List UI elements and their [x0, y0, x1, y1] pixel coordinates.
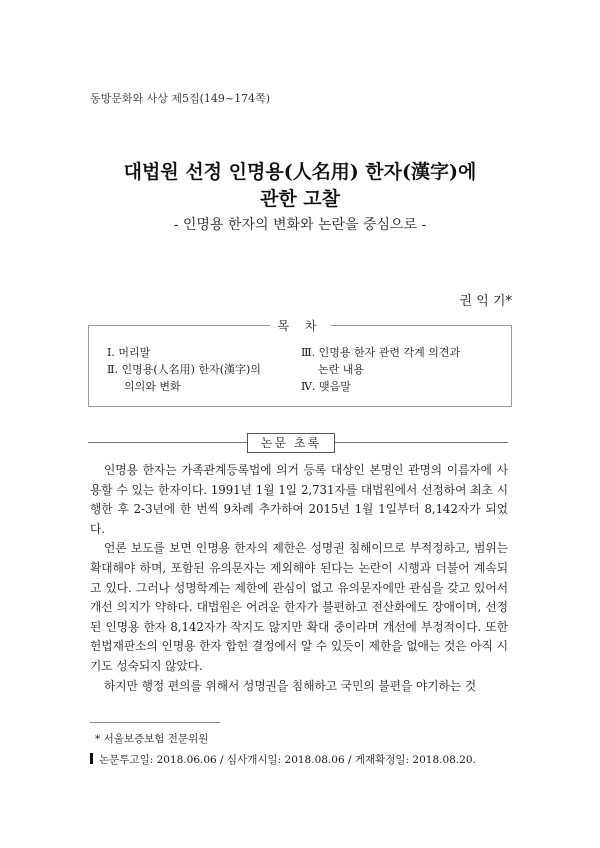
paper-subtitle: - 인명용 한자의 변화와 논란을 중심으로 - [173, 217, 427, 233]
journal-header: 동방문화와 사상 제5집(149~174쪽) [90, 92, 271, 105]
toc-item-number: Ⅱ. [107, 363, 118, 376]
toc-item [107, 344, 261, 361]
toc-item [301, 344, 460, 378]
submission-dates-text: 논문투고일: 2018.06.06 / 심사개시일: 2018.08.06 / 게재확정일: 2018.08.20. [99, 754, 476, 766]
toc-item-number: Ⅳ. [301, 380, 316, 393]
toc-right-column [301, 344, 460, 395]
toc-heading-text: 목 차 [270, 319, 331, 333]
submission-dates [90, 752, 476, 767]
toc-item-text: 인명용(人名用) 한자(漢字)의 [121, 363, 261, 376]
abstract-paragraph: 하지만 행정 편의를 위해서 성명권을 침해하고 국민의 불편을 야기하는 것 [104, 678, 477, 693]
toc-item [107, 361, 261, 395]
author-name: 권 익 기* [459, 294, 512, 309]
toc-item-text: 맺음말 [319, 380, 351, 393]
dates-marker-bar [90, 753, 93, 764]
abstract-body [90, 461, 508, 696]
footnote-divider [90, 722, 220, 723]
paper-title-line-1: 대법원 선정 인명용(人名用) 한자(漢字)에 [123, 161, 477, 183]
abstract-label: 논문 초록 [247, 433, 335, 453]
toc-item-text: 인명용 한자 관련 각계 의견과 [318, 346, 461, 359]
abstract-paragraph: 인명용 한자는 가족관계등록법에 의거 등록 대상인 본명인 관명의 이름자에 사용할 수 있는 한자이다. 1991년 1월 1일 2,731자를 대법원에서 선정하여 최초 시행한 후 2-3년에 한 번씩 9차례 추가하여 2015년 1월 1일부터 8,142자가 되었다. [90, 463, 508, 536]
toc-item-continuation: 의의와 변화 [124, 380, 181, 393]
table-of-contents [88, 319, 512, 407]
toc-heading [89, 317, 511, 334]
toc-left-column [107, 344, 261, 395]
toc-item [301, 378, 460, 395]
paper-title-line-2: 관한 고찰 [259, 188, 341, 210]
toc-item-number: Ⅲ. [301, 346, 316, 359]
toc-item-text: 머리말 [118, 346, 151, 359]
toc-item-number: Ⅰ. [107, 346, 115, 359]
author-footnote: * 서울보증보험 전문위원 [95, 733, 209, 745]
abstract-paragraph: 언론 보도를 보면 인명용 한자의 제한은 성명권 침해이므로 부적정하고, 범위는 확대해야 하며, 포함된 유의문자는 제외해야 된다는 논란이 시행과 더불어 계속되고 있다. 그러나 성명학계는 제한에 관심이 없고 유의문자에만 관심을 갖고 있어서 개선 의지가 약하다. 대법원은 어려운 한자가 불편하고 전산화에도 장애이며, 선정된 인명용 한자 8,142자가 작지도 않지만 확대 중이라며 개선에 부정적이다. 또한 헌법재판소의 인명용 한자 합헌 결정에서 알 수 있듯이 제한을 없애는 것은 아직 시기도 성숙되지 않았다. [90, 541, 508, 673]
toc-item-continuation: 논란 내용 [318, 363, 365, 376]
